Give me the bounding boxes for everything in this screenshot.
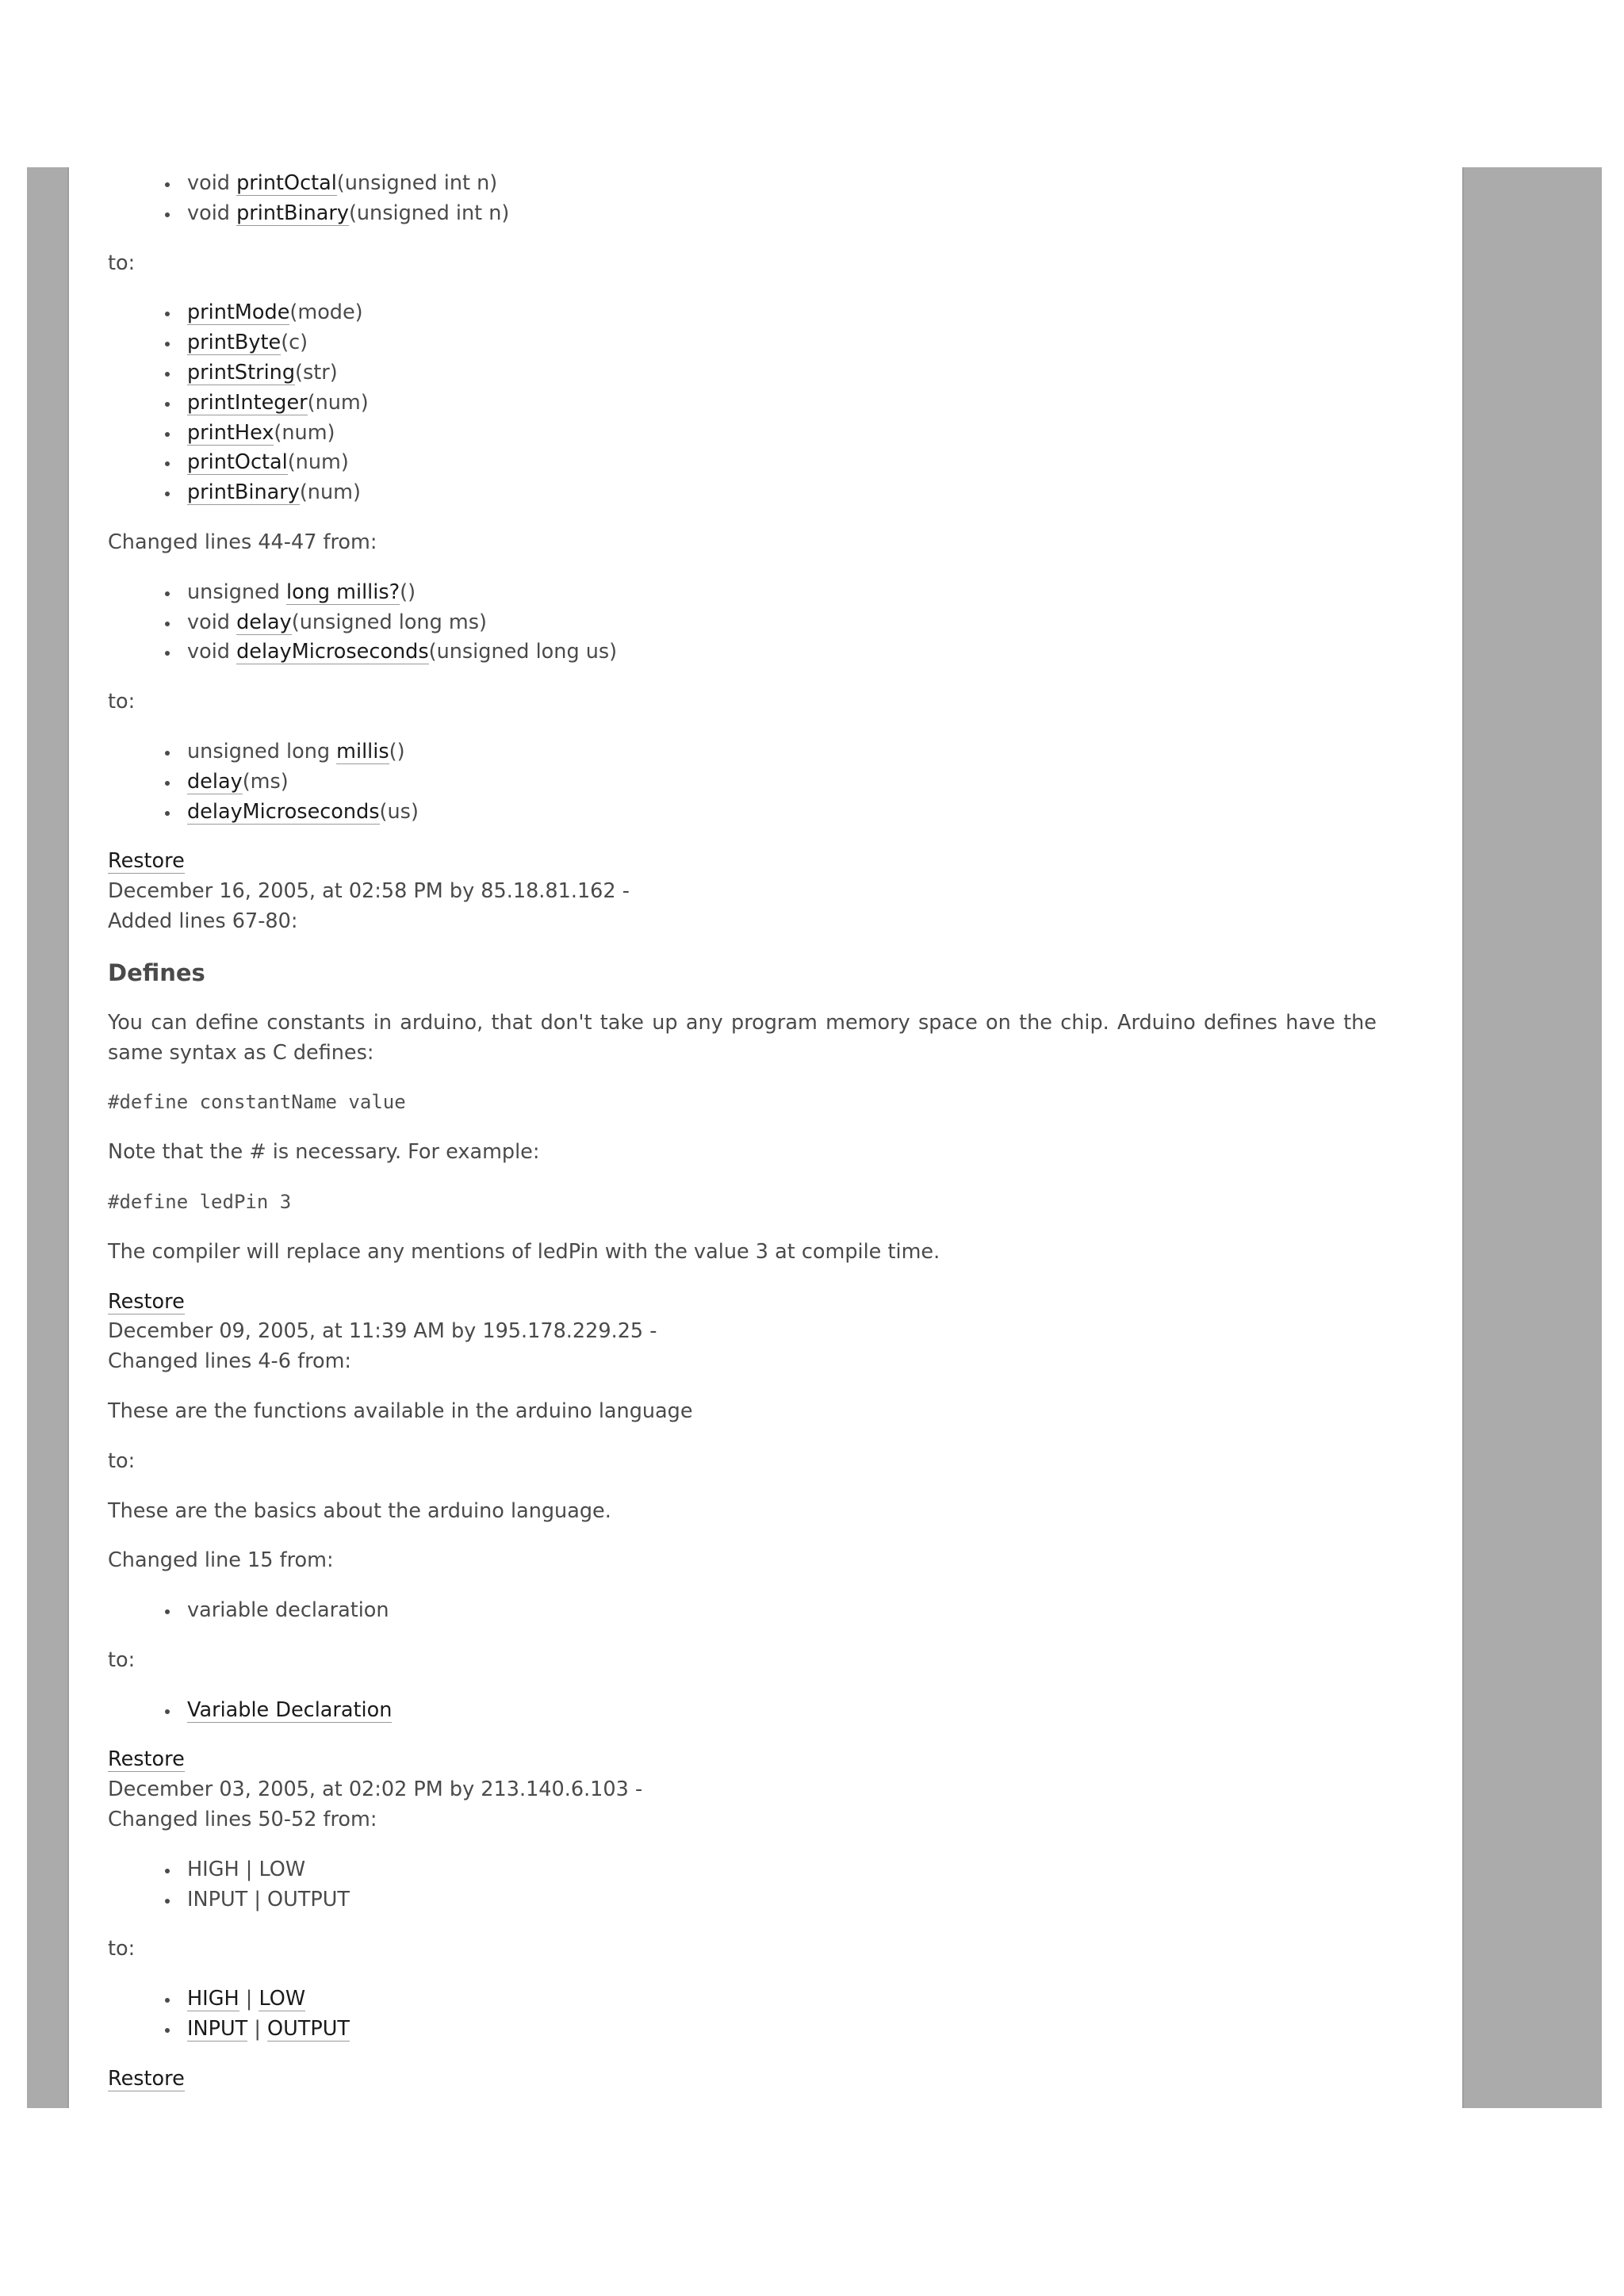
revision-change-summary: Added lines 67-80: — [108, 909, 298, 933]
link-output[interactable]: OUTPUT — [267, 2017, 350, 2042]
list-item: printString(str) — [187, 358, 1377, 388]
link-input[interactable]: INPUT — [187, 2017, 248, 2042]
old-declaration-list — [108, 1596, 1377, 1626]
page-content — [108, 169, 1377, 2095]
code-sample: #define constantName value — [108, 1091, 406, 1114]
to-label: to: — [108, 690, 136, 714]
compiler-paragraph: The compiler will replace any mentions of ledPin with the value 3 at compile time. — [108, 1239, 940, 1264]
restore-link[interactable]: Restore — [108, 849, 185, 874]
link-delay[interactable]: delay — [187, 769, 243, 794]
restore-link-container — [108, 847, 1377, 877]
link-low[interactable]: LOW — [259, 1987, 306, 2011]
revision-change-summary: Changed lines 50-52 from: — [108, 1808, 377, 1832]
list-item: INPUT | OUTPUT — [187, 1885, 1377, 1915]
list-item: printInteger(num) — [187, 388, 1377, 419]
link-printstring[interactable]: printString — [187, 360, 296, 385]
list-item: HIGH | LOW — [187, 1984, 1377, 2015]
link-printbinary[interactable]: printBinary — [236, 201, 349, 225]
note-paragraph: Note that the # is necessary. For example: — [108, 1140, 540, 1165]
code-sample: #define ledPin 3 — [108, 1190, 292, 1213]
list-item: INPUT | OUTPUT — [187, 2015, 1377, 2045]
new-constants-list — [108, 1984, 1377, 2045]
list-item: delayMicroseconds(us) — [187, 798, 1377, 828]
link-delaymicroseconds[interactable]: delayMicroseconds — [187, 799, 380, 824]
list-item: printByte(c) — [187, 328, 1377, 358]
new-timing-functions-list — [108, 737, 1377, 827]
list-item: printHex(num) — [187, 419, 1377, 449]
changed-lines-text: Changed lines 44-47 from: — [108, 530, 377, 554]
list-item: printBinary(num) — [187, 478, 1377, 508]
list-item: HIGH | LOW — [187, 1855, 1377, 1885]
link-printbyte[interactable]: printByte — [187, 331, 282, 355]
revision-header: December 09, 2005, at 11:39 AM by 195.178.229.25 - — [108, 1319, 657, 1344]
link-long-millis[interactable]: long millis? — [286, 580, 400, 604]
list-item: variable declaration — [187, 1596, 1377, 1626]
restore-link-container — [108, 1745, 1377, 1775]
revision-header: December 16, 2005, at 02:58 PM by 85.18.81.162 - — [108, 879, 630, 904]
to-label: to: — [108, 1647, 136, 1672]
section-heading-defines: Defines — [108, 959, 205, 986]
old-constants-list — [108, 1855, 1377, 1915]
from-text: These are the functions available in the arduino language — [108, 1399, 693, 1423]
old-timing-functions-list — [108, 578, 1377, 668]
right-sidebar-bar — [1462, 167, 1602, 2108]
restore-link[interactable]: Restore — [108, 2066, 185, 2091]
old-print-functions-list — [108, 169, 1377, 229]
link-printoctal[interactable]: printOctal — [236, 171, 337, 195]
new-declaration-list — [108, 1696, 1377, 1726]
list-item: void printBinary(unsigned int n) — [187, 199, 1377, 229]
to-label: to: — [108, 1937, 136, 1961]
link-variable-declaration[interactable]: Variable Declaration — [187, 1697, 393, 1722]
link-high[interactable]: HIGH — [187, 1987, 239, 2011]
link-printhex[interactable]: printHex — [187, 420, 274, 445]
left-sidebar-bar — [27, 167, 69, 2108]
restore-link[interactable]: Restore — [108, 1747, 185, 1772]
list-item: printMode(mode) — [187, 298, 1377, 328]
link-printinteger[interactable]: printInteger — [187, 390, 308, 415]
list-item: delay(ms) — [187, 767, 1377, 798]
defines-paragraph: You can define constants in arduino, that don't take up any program memory space on the chip. Arduino defines have the same syntax as C defines: — [108, 1010, 1377, 1065]
list-item — [187, 1696, 1377, 1726]
list-item: void delayMicroseconds(unsigned long us) — [187, 637, 1377, 668]
revision-change-summary: Changed lines 4-6 from: — [108, 1349, 352, 1374]
restore-link-container — [108, 2064, 1377, 2095]
to-label: to: — [108, 251, 136, 275]
list-item: printOctal(num) — [187, 448, 1377, 478]
link-millis[interactable]: millis — [336, 739, 389, 763]
link-delaymicroseconds[interactable]: delayMicroseconds — [236, 640, 429, 664]
restore-link-container — [108, 1288, 1377, 1318]
revision-change-summary: Changed line 15 from: — [108, 1548, 334, 1573]
link-printmode[interactable]: printMode — [187, 300, 290, 325]
link-printoctal[interactable]: printOctal — [187, 450, 288, 475]
to-label: to: — [108, 1448, 136, 1473]
link-printbinary[interactable]: printBinary — [187, 480, 300, 505]
new-print-functions-list — [108, 298, 1377, 508]
list-item: unsigned long millis() — [187, 737, 1377, 767]
to-text: These are the basics about the arduino language. — [108, 1498, 611, 1523]
link-delay[interactable]: delay — [236, 610, 292, 634]
list-item: void printOctal(unsigned int n) — [187, 169, 1377, 199]
list-item: void delay(unsigned long ms) — [187, 608, 1377, 638]
revision-header: December 03, 2005, at 02:02 PM by 213.140.6.103 - — [108, 1777, 643, 1802]
list-item: unsigned long millis?() — [187, 578, 1377, 608]
restore-link[interactable]: Restore — [108, 1289, 185, 1314]
